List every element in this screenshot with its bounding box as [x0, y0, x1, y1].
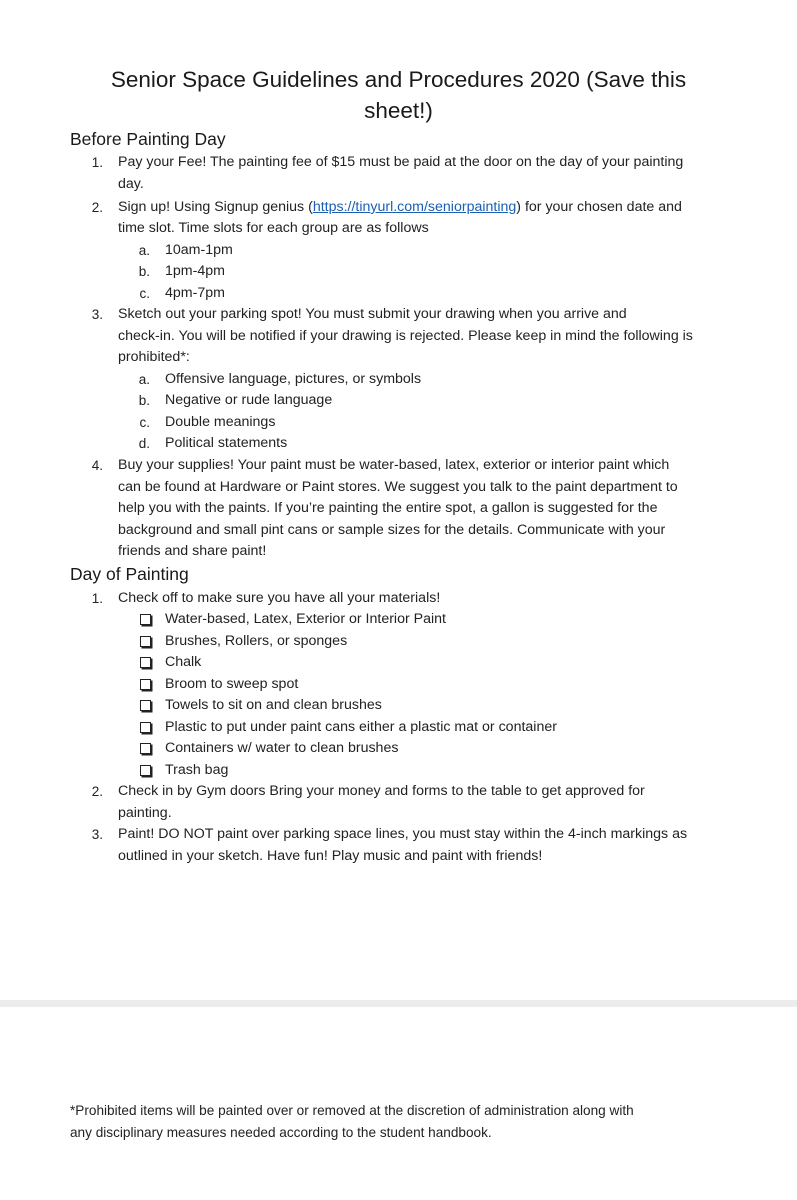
section-heading-day: Day of Painting [70, 564, 189, 584]
sublist-letter: a. [138, 243, 150, 258]
checkbox[interactable] [140, 679, 151, 690]
checkbox[interactable] [140, 657, 151, 668]
list-item-text: time slot. Time slots for each group are as follows [118, 220, 429, 236]
prohibited-item: Political statements [165, 435, 288, 451]
list-item-text: painting. [118, 805, 172, 821]
title-line-1: Senior Space Guidelines and Procedures 2020 (Save this [110, 67, 687, 92]
checkbox[interactable] [140, 614, 151, 625]
checklist-item: Broom to sweep spot [165, 676, 299, 692]
list-item-text: prohibited*: [118, 349, 190, 365]
list-item-text: help you with the paints. If you’re painting the entire spot, a gallon is suggested for the [118, 500, 658, 516]
section-heading-before: Before Painting Day [70, 129, 226, 149]
sublist-letter: c. [139, 286, 150, 301]
checklist-item: Brushes, Rollers, or sponges [165, 633, 348, 649]
prohibited-item: Offensive language, pictures, or symbols [165, 371, 422, 387]
list-item-text: outlined in your sketch. Have fun! Play music and paint with friends! [118, 848, 543, 864]
list-number: 3. [91, 827, 103, 842]
checklist-item: Trash bag [165, 762, 229, 778]
sublist-letter: b. [138, 264, 150, 279]
list-item-text: day. [118, 176, 144, 192]
list-number: 1. [91, 591, 103, 606]
signup-link[interactable]: https://tinyurl.com/seniorpainting [312, 199, 517, 215]
page-title [90, 64, 707, 126]
document-page-2 [0, 1007, 797, 1200]
sublist-letter: c. [139, 415, 150, 430]
list-number: 1. [91, 155, 103, 170]
time-slot: 4pm-7pm [165, 285, 225, 301]
checkbox[interactable] [140, 636, 151, 647]
list-number: 2. [91, 200, 103, 215]
footnote-line: *Prohibited items will be painted over or removed at the discretion of administration along with [70, 1103, 634, 1118]
checklist-item: Containers w/ water to clean brushes [165, 740, 399, 756]
list-item-text: Check off to make sure you have all your materials! [118, 590, 441, 606]
list-item-text: check-in. You will be notified if your drawing is rejected. Please keep in mind the following is [118, 328, 693, 344]
list-item-text: background and small pint cans or sample sizes for the details. Communicate with your [118, 522, 666, 538]
time-slot: 1pm-4pm [165, 263, 225, 279]
sublist-letter: b. [138, 393, 150, 408]
checkbox[interactable] [140, 722, 151, 733]
checkbox[interactable] [140, 743, 151, 754]
list-item-text: Pay your Fee! The painting fee of $15 must be paid at the door on the day of your painting [118, 154, 684, 170]
prohibited-item: Double meanings [165, 414, 276, 430]
title-line-2: sheet!) [364, 98, 433, 123]
list-number: 4. [91, 458, 103, 473]
checklist-item: Plastic to put under paint cans either a plastic mat or container [165, 719, 557, 735]
sublist-letter: d. [138, 436, 150, 451]
list-item-text: Sketch out your parking spot! You must submit your drawing when you arrive and [118, 306, 627, 322]
list-item-text: Buy your supplies! Your paint must be water-based, latex, exterior or interior paint which [118, 457, 670, 473]
sublist-letter: a. [138, 372, 150, 387]
footnote-line: any disciplinary measures needed according to the student handbook. [70, 1125, 492, 1140]
checklist-item: Chalk [165, 654, 202, 670]
list-item-text: Check in by Gym doors Bring your money and forms to the table to get approved for [118, 783, 645, 799]
page-separator [0, 1000, 797, 1007]
list-number: 2. [91, 784, 103, 799]
list-number: 3. [91, 307, 103, 322]
time-slot: 10am-1pm [165, 242, 233, 258]
list-item-text: can be found at Hardware or Paint stores. We suggest you talk to the paint department to [118, 479, 678, 495]
list-item-text: Paint! DO NOT paint over parking space lines, you must stay within the 4-inch markings as [118, 826, 688, 842]
list-item-text: Sign up! Using Signup genius (https://tinyurl.com/seniorpainting) for your chosen date and [118, 199, 682, 215]
checkbox[interactable] [140, 700, 151, 711]
checkbox[interactable] [140, 765, 151, 776]
checklist-item: Water-based, Latex, Exterior or Interior Paint [165, 611, 446, 627]
list-item-text: friends and share paint! [118, 543, 267, 559]
checklist-item: Towels to sit on and clean brushes [165, 697, 382, 713]
prohibited-item: Negative or rude language [165, 392, 333, 408]
